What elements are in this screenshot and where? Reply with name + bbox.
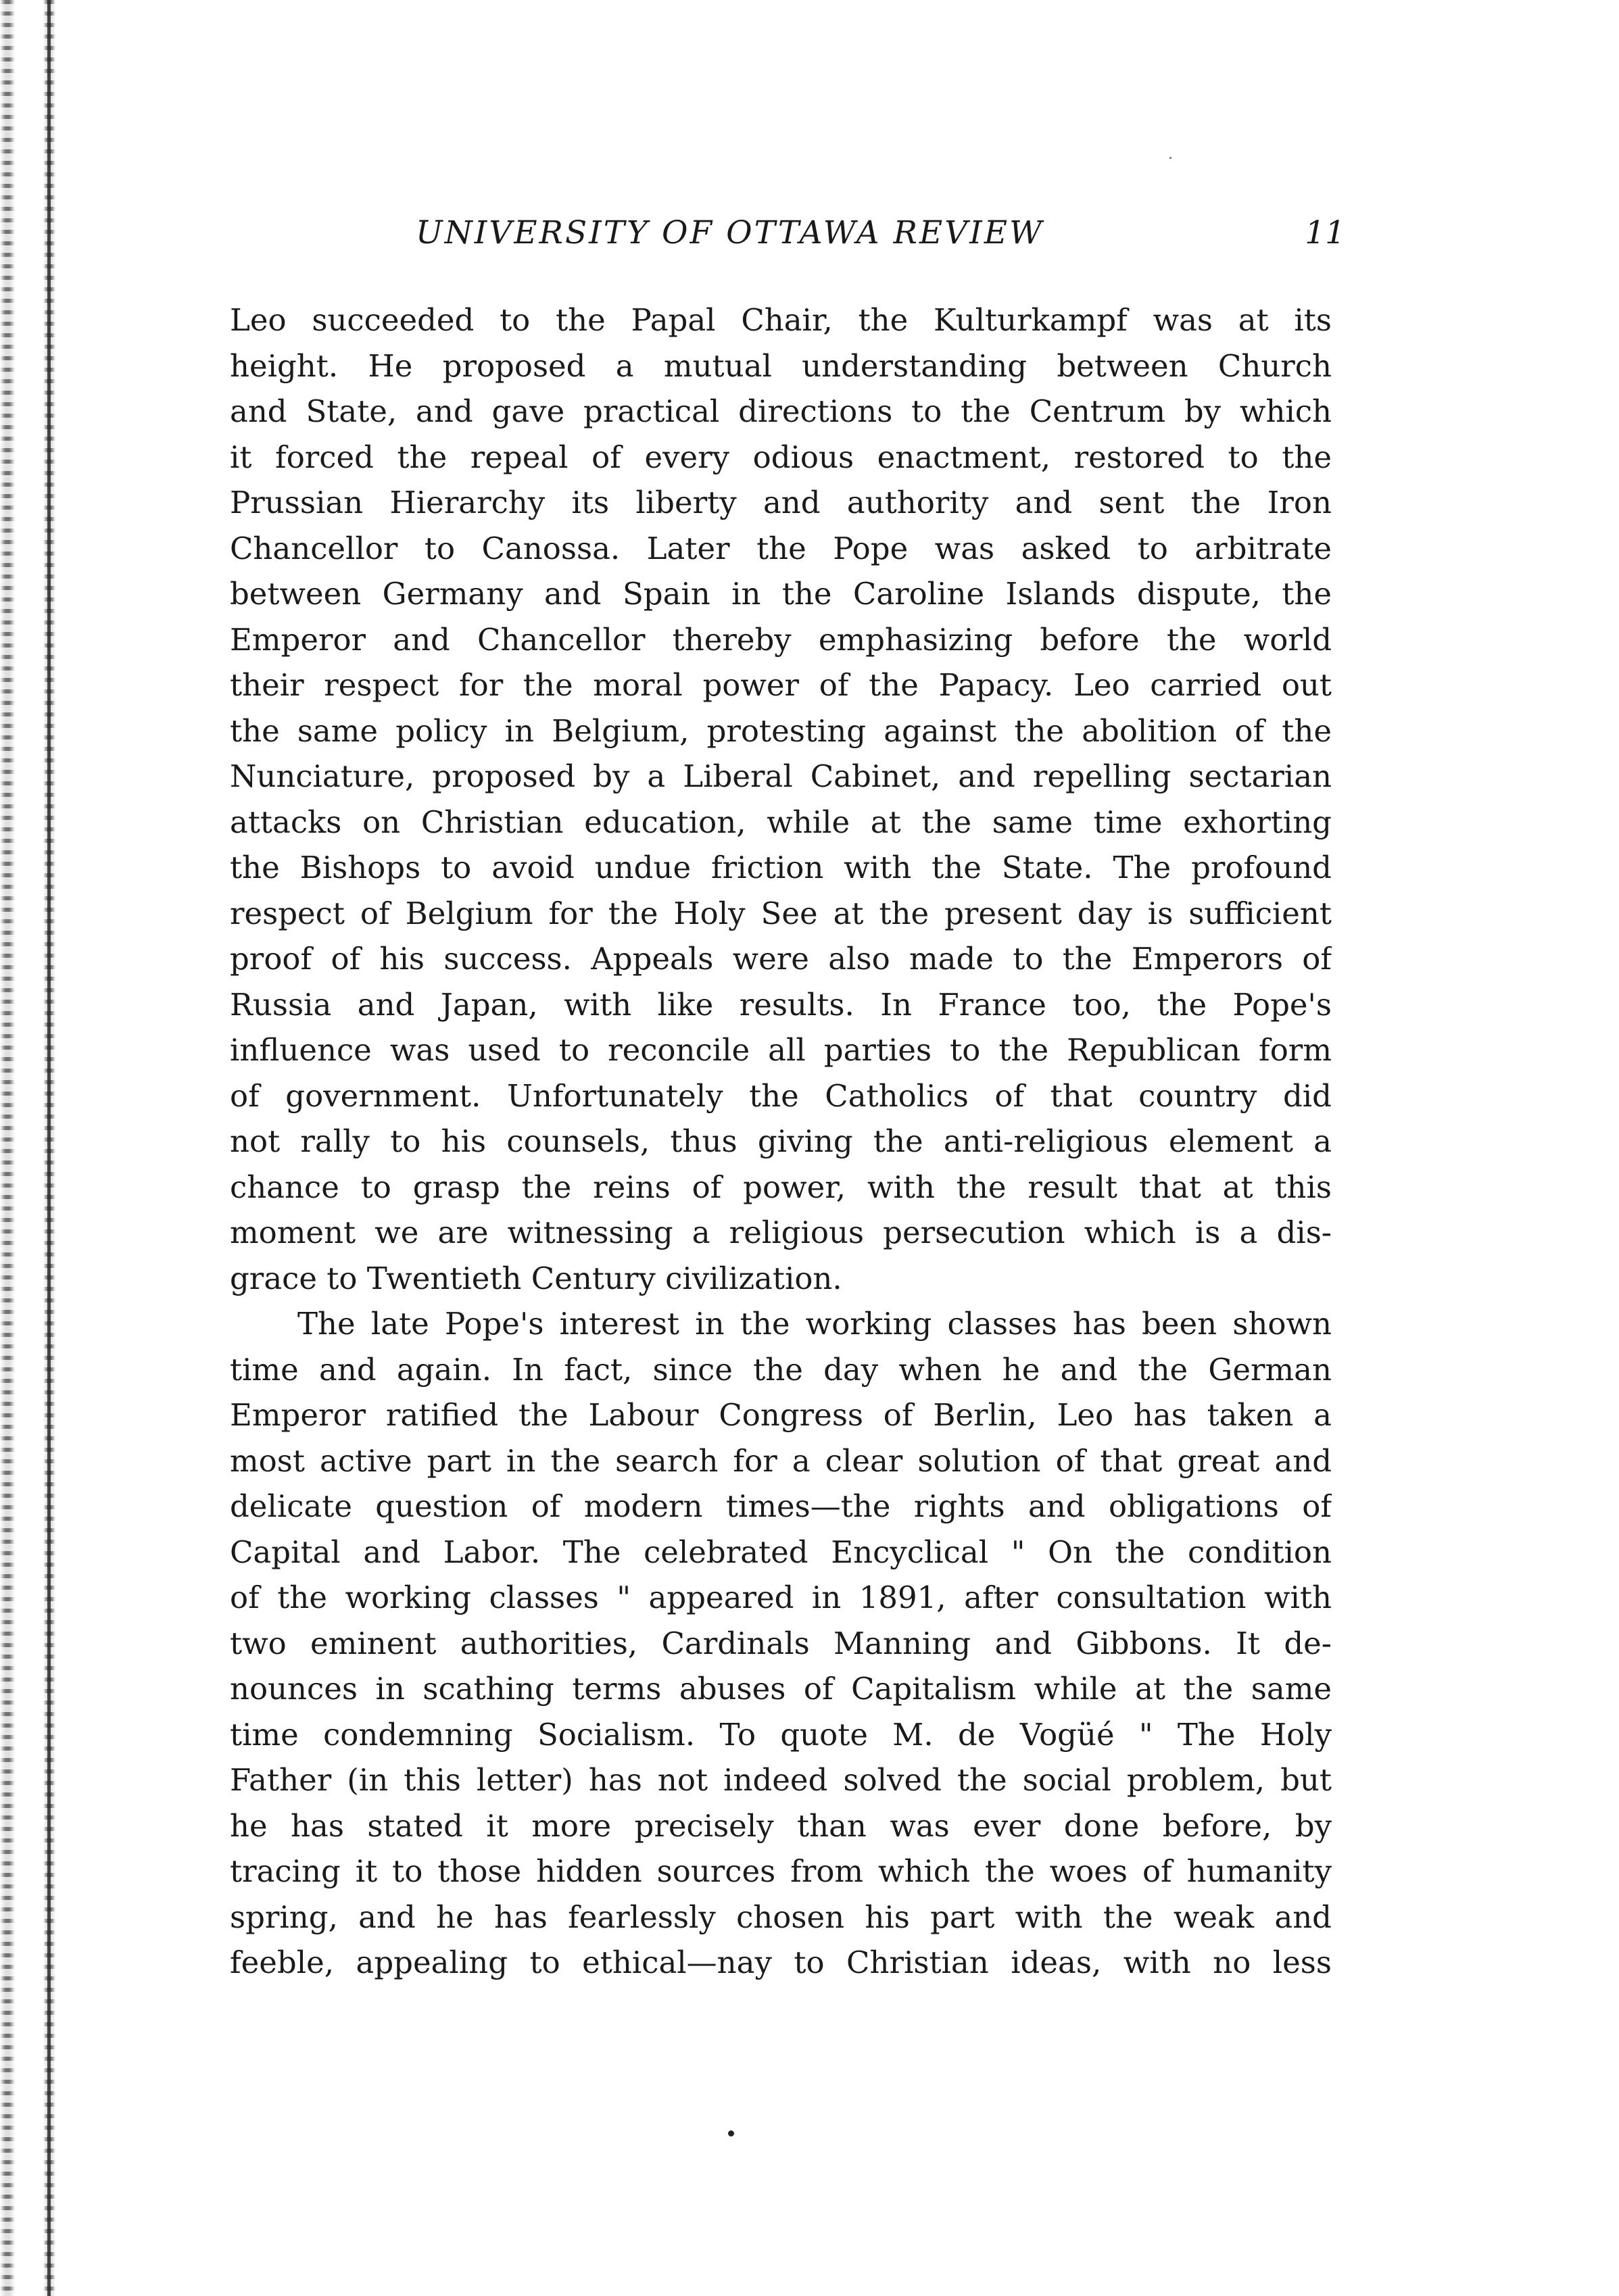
text-line: between Germany and Spain in the Caroline Islands dispute, the [230,576,1332,612]
text-line: time and again. In fact, since the day when he and the German [230,1351,1332,1388]
text-line: proof of his success. Appeals were also made to the Emperors of [230,941,1332,977]
text-line: not rally to his counsels, thus giving the anti-religious element a [230,1123,1332,1159]
text-line: it forced the repeal of every odious enactment, restored to the [230,439,1332,475]
text-line: Nunciature, proposed by a Liberal Cabinet, and repelling sectarian [230,758,1332,794]
text-line: the Bishops to avoid undue friction with the State. The profound [230,850,1332,885]
text-line: influence was used to reconcile all parties to the Republican form [230,1032,1332,1068]
text-line: feeble, appealing to ethical—nay to Christian ideas, with no less [230,1945,1332,1980]
text-line: Chancellor to Canossa. Later the Pope was asked to arbitrate [230,530,1332,566]
text-line: tracing it to those hidden sources from which the woes of humanity [230,1853,1332,1889]
text-line: Emperor ratified the Labour Congress of Berlin, Leo has taken a [230,1397,1332,1433]
text-line: Leo succeeded to the Papal Chair, the Kulturkampf was at its [230,302,1332,338]
text-line: The late Pope's interest in the working classes has been shown [297,1306,1332,1342]
text-line: chance to grasp the reins of power, with the result that at this [230,1169,1332,1205]
scan-speck [1169,157,1171,159]
page-number: 11 [1305,214,1345,251]
text-line: Emperor and Chancellor thereby emphasizing before the world [230,621,1332,658]
text-line: Father (in this letter) has not indeed solved the social problem, but [230,1762,1332,1798]
paragraph [230,297,1332,1301]
text-line: height. He proposed a mutual understanding between Church [230,347,1332,384]
text-line: respect of Belgium for the Holy See at the present day is sufficient [230,895,1332,931]
text-line: delicate question of modern times—the rights and obligations of [230,1488,1332,1524]
text-line: moment we are witnessing a religious persecution which is a dis- [230,1215,1332,1250]
text-line: he has stated it more precisely than was ever done before, by [230,1807,1332,1844]
binding-line [47,0,51,2296]
paragraph [230,1301,1332,1986]
running-header [230,203,1345,264]
footer-mark [728,2130,734,2136]
text-line: Russia and Japan, with like results. In France too, the Pope's [230,986,1332,1023]
text-line: and State, and gave practical directions to the Centrum by which [230,393,1332,429]
text-line: Capital and Labor. The celebrated Encyclical " On the condition [230,1534,1332,1570]
journal-title: UNIVERSITY OF OTTAWA REVIEW [416,214,1044,251]
text-line: of the working classes " appeared in 1891, after consultation with [230,1580,1332,1615]
article-body [230,297,1332,1986]
text-line: two eminent authorities, Cardinals Manning and Gibbons. It de- [230,1625,1332,1661]
text-line: their respect for the moral power of the Papacy. Leo carried out [230,667,1332,703]
text-line: the same policy in Belgium, protesting against the abolition of the [230,712,1332,749]
text-line: time condemning Socialism. To quote M. de Vogüé " The Holy [230,1716,1332,1753]
text-line: most active part in the search for a clear solution of that great and [230,1442,1332,1479]
text-line: spring, and he has fearlessly chosen his part with the weak and [230,1899,1332,1935]
text-line: of government. Unfortunately the Catholics of that country did [230,1077,1332,1114]
text-line: nounces in scathing terms abuses of Capitalism while at the same [230,1671,1332,1707]
text-line: grace to Twentieth Century civilization. [230,1260,842,1296]
text-line: attacks on Christian education, while at the same time exhorting [230,804,1332,840]
text-line: Prussian Hierarchy its liberty and authority and sent the Iron [230,485,1332,520]
